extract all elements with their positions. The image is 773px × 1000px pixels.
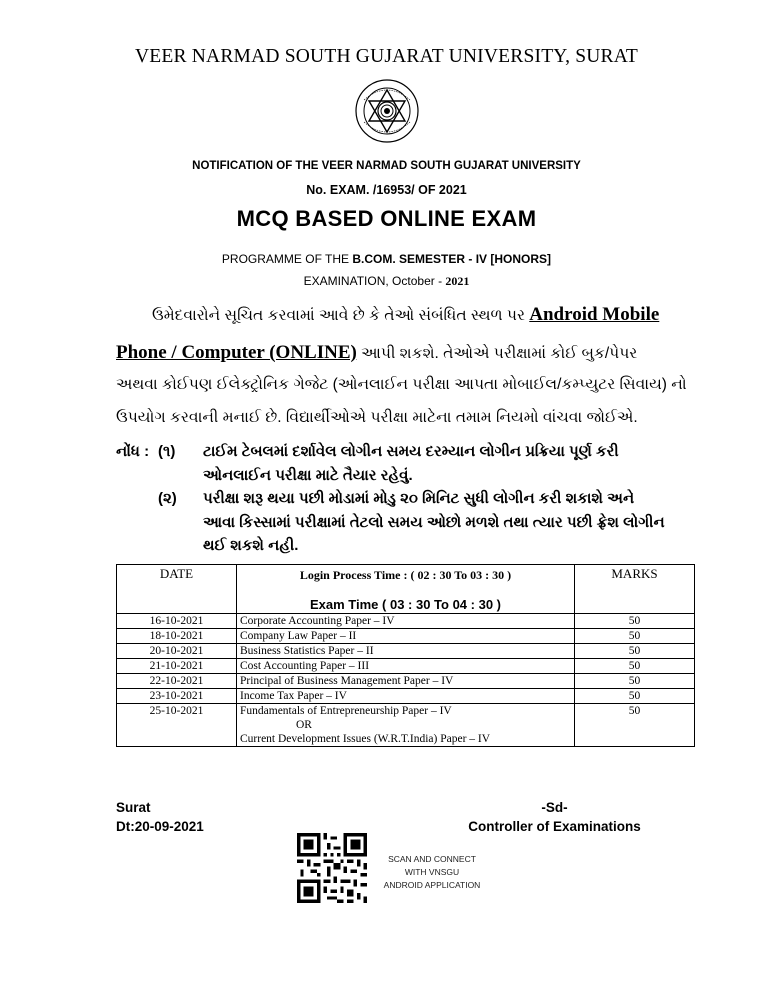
qr-caption-line-3: ANDROID APPLICATION — [383, 880, 481, 890]
paper-or: OR — [296, 719, 312, 731]
row-date: 18-10-2021 — [117, 629, 237, 644]
row-date: 21-10-2021 — [117, 659, 237, 674]
note-2-number: (૨) — [158, 490, 177, 507]
programme-name: B.COM. SEMESTER - IV [HONORS] — [352, 252, 552, 266]
qr-code-icon[interactable] — [297, 833, 367, 903]
row-marks: 50 — [575, 689, 695, 704]
footer-place-date — [116, 798, 204, 836]
row-paper: Company Law Paper – II — [237, 629, 575, 644]
footer-place: Surat — [116, 800, 151, 815]
notification-number: No. EXAM. /16953/ OF 2021 — [306, 183, 467, 197]
qr-caption-line-1: SCAN AND CONNECT — [388, 854, 476, 864]
note-1-number: (૧) — [158, 443, 176, 460]
paragraph-line-4: ઉપયોગ કરવાની મનાઈ છે. વિદ્યાર્થીઓએ પરીક્ષા માટેના તમામ નિયમો વાંચવા જોઈએ. — [116, 409, 638, 426]
para2-text: આપી શકશે. તેઓએ પરીક્ષામાં કોઈ બુક/પેપર — [356, 345, 638, 362]
row-paper: Corporate Accounting Paper – IV — [237, 614, 575, 629]
row-paper: Cost Accounting Paper – III — [237, 659, 575, 674]
note-1-line-2: ઓનલાઈન પરીક્ષા માટે તૈયાર રહેવું. — [203, 467, 413, 484]
row-marks: 50 — [575, 644, 695, 659]
para1-text: ઉમેદવારોને સૂચિત કરવામાં આવે છે કે તેઓ સંબંધિત સ્થળ પર — [152, 307, 530, 324]
table-row — [117, 614, 695, 629]
header-date: DATE — [117, 565, 237, 614]
signatory-title: Controller of Examinations — [468, 819, 641, 834]
page-title: MCQ BASED ONLINE EXAM — [236, 206, 537, 231]
note-2-line-1: પરીક્ષા શરૂ થયા પછી મોડામાં મોડુ ૨૦ મિનિટ સુધી લોગીન કરી શકાશે અને — [203, 490, 635, 507]
table-header-row — [117, 565, 695, 614]
row-date: 16-10-2021 — [117, 614, 237, 629]
row-marks: 50 — [575, 674, 695, 689]
exam-year: 2021 — [445, 274, 470, 288]
paragraph-line-1 — [152, 304, 659, 326]
row-paper: Income Tax Paper – IV — [237, 689, 575, 704]
note-label: નોંધ : — [116, 443, 150, 460]
row-paper: Principal of Business Management Paper – IV — [237, 674, 575, 689]
row-date: 25-10-2021 — [117, 704, 237, 747]
row-marks: 50 — [575, 629, 695, 644]
note-1-line-1: ટાઈમ ટેબલમાં દર્શાવેલ લોગીન સમય દરમ્યાન લોગીન પ્રક્રિયા પૂર્ણ કરી — [203, 443, 619, 460]
notification-title: NOTIFICATION OF THE VEER NARMAD SOUTH GUJARAT UNIVERSITY — [192, 160, 581, 172]
note-2-line-3: થઈ શકશે નહી. — [203, 537, 299, 554]
programme-line — [0, 252, 773, 266]
row-paper-alt: Current Development Issues (W.R.T.India) Paper – IV — [240, 733, 491, 745]
table-row — [117, 659, 695, 674]
qr-caption-line-2: WITH VNSGU — [404, 867, 460, 877]
university-seal-logo — [354, 78, 420, 144]
signature-sd: -Sd- — [541, 800, 568, 815]
table-row — [117, 629, 695, 644]
device-text-a: Android Mobile — [529, 304, 660, 325]
login-process-time: Login Process Time : ( 02 : 30 To 03 : 30 ) — [299, 568, 512, 582]
programme-prefix: PROGRAMME OF THE — [221, 252, 353, 266]
table-row — [117, 689, 695, 704]
paragraph-line-2 — [116, 342, 637, 364]
header-marks: MARKS — [575, 565, 695, 614]
row-date: 23-10-2021 — [117, 689, 237, 704]
header-time-cell — [237, 565, 575, 614]
device-text-b: Phone / Computer (ONLINE) — [116, 342, 357, 363]
note-2-line-2: આવા કિસ્સામાં પરીક્ષામાં તેટલો સમય ઓછો મળશે તથા ત્યાર પછી ફ્રેશ લોગીન — [203, 514, 665, 531]
footer-signature — [452, 798, 657, 836]
footer-date: Dt:20-09-2021 — [116, 819, 204, 834]
row-date: 22-10-2021 — [117, 674, 237, 689]
examination-line — [0, 274, 773, 289]
exam-schedule-table — [116, 564, 695, 747]
table-row — [117, 644, 695, 659]
university-name: VEER NARMAD SOUTH GUJARAT UNIVERSITY, SURAT — [134, 46, 638, 67]
exam-prefix: EXAMINATION, October - — [303, 274, 446, 288]
row-date: 20-10-2021 — [117, 644, 237, 659]
row-marks: 50 — [575, 659, 695, 674]
table-row — [117, 674, 695, 689]
row-paper-options — [237, 704, 575, 747]
table-row — [117, 704, 695, 747]
exam-time: Exam Time ( 03 : 30 To 04 : 30 ) — [310, 597, 501, 612]
row-paper: Fundamentals of Entrepreneurship Paper – IV — [240, 705, 452, 717]
row-marks: 50 — [575, 704, 695, 747]
paragraph-line-3: અથવા કોઈપણ ઈલેક્ટ્રોનિક ગેજેટ (ઓનલાઈન પરીક્ષા આપતા મોબાઈલ/કમ્પ્યુટર સિવાય) નો — [116, 376, 687, 393]
qr-caption — [372, 853, 492, 892]
row-paper: Business Statistics Paper – II — [237, 644, 575, 659]
row-marks: 50 — [575, 614, 695, 629]
